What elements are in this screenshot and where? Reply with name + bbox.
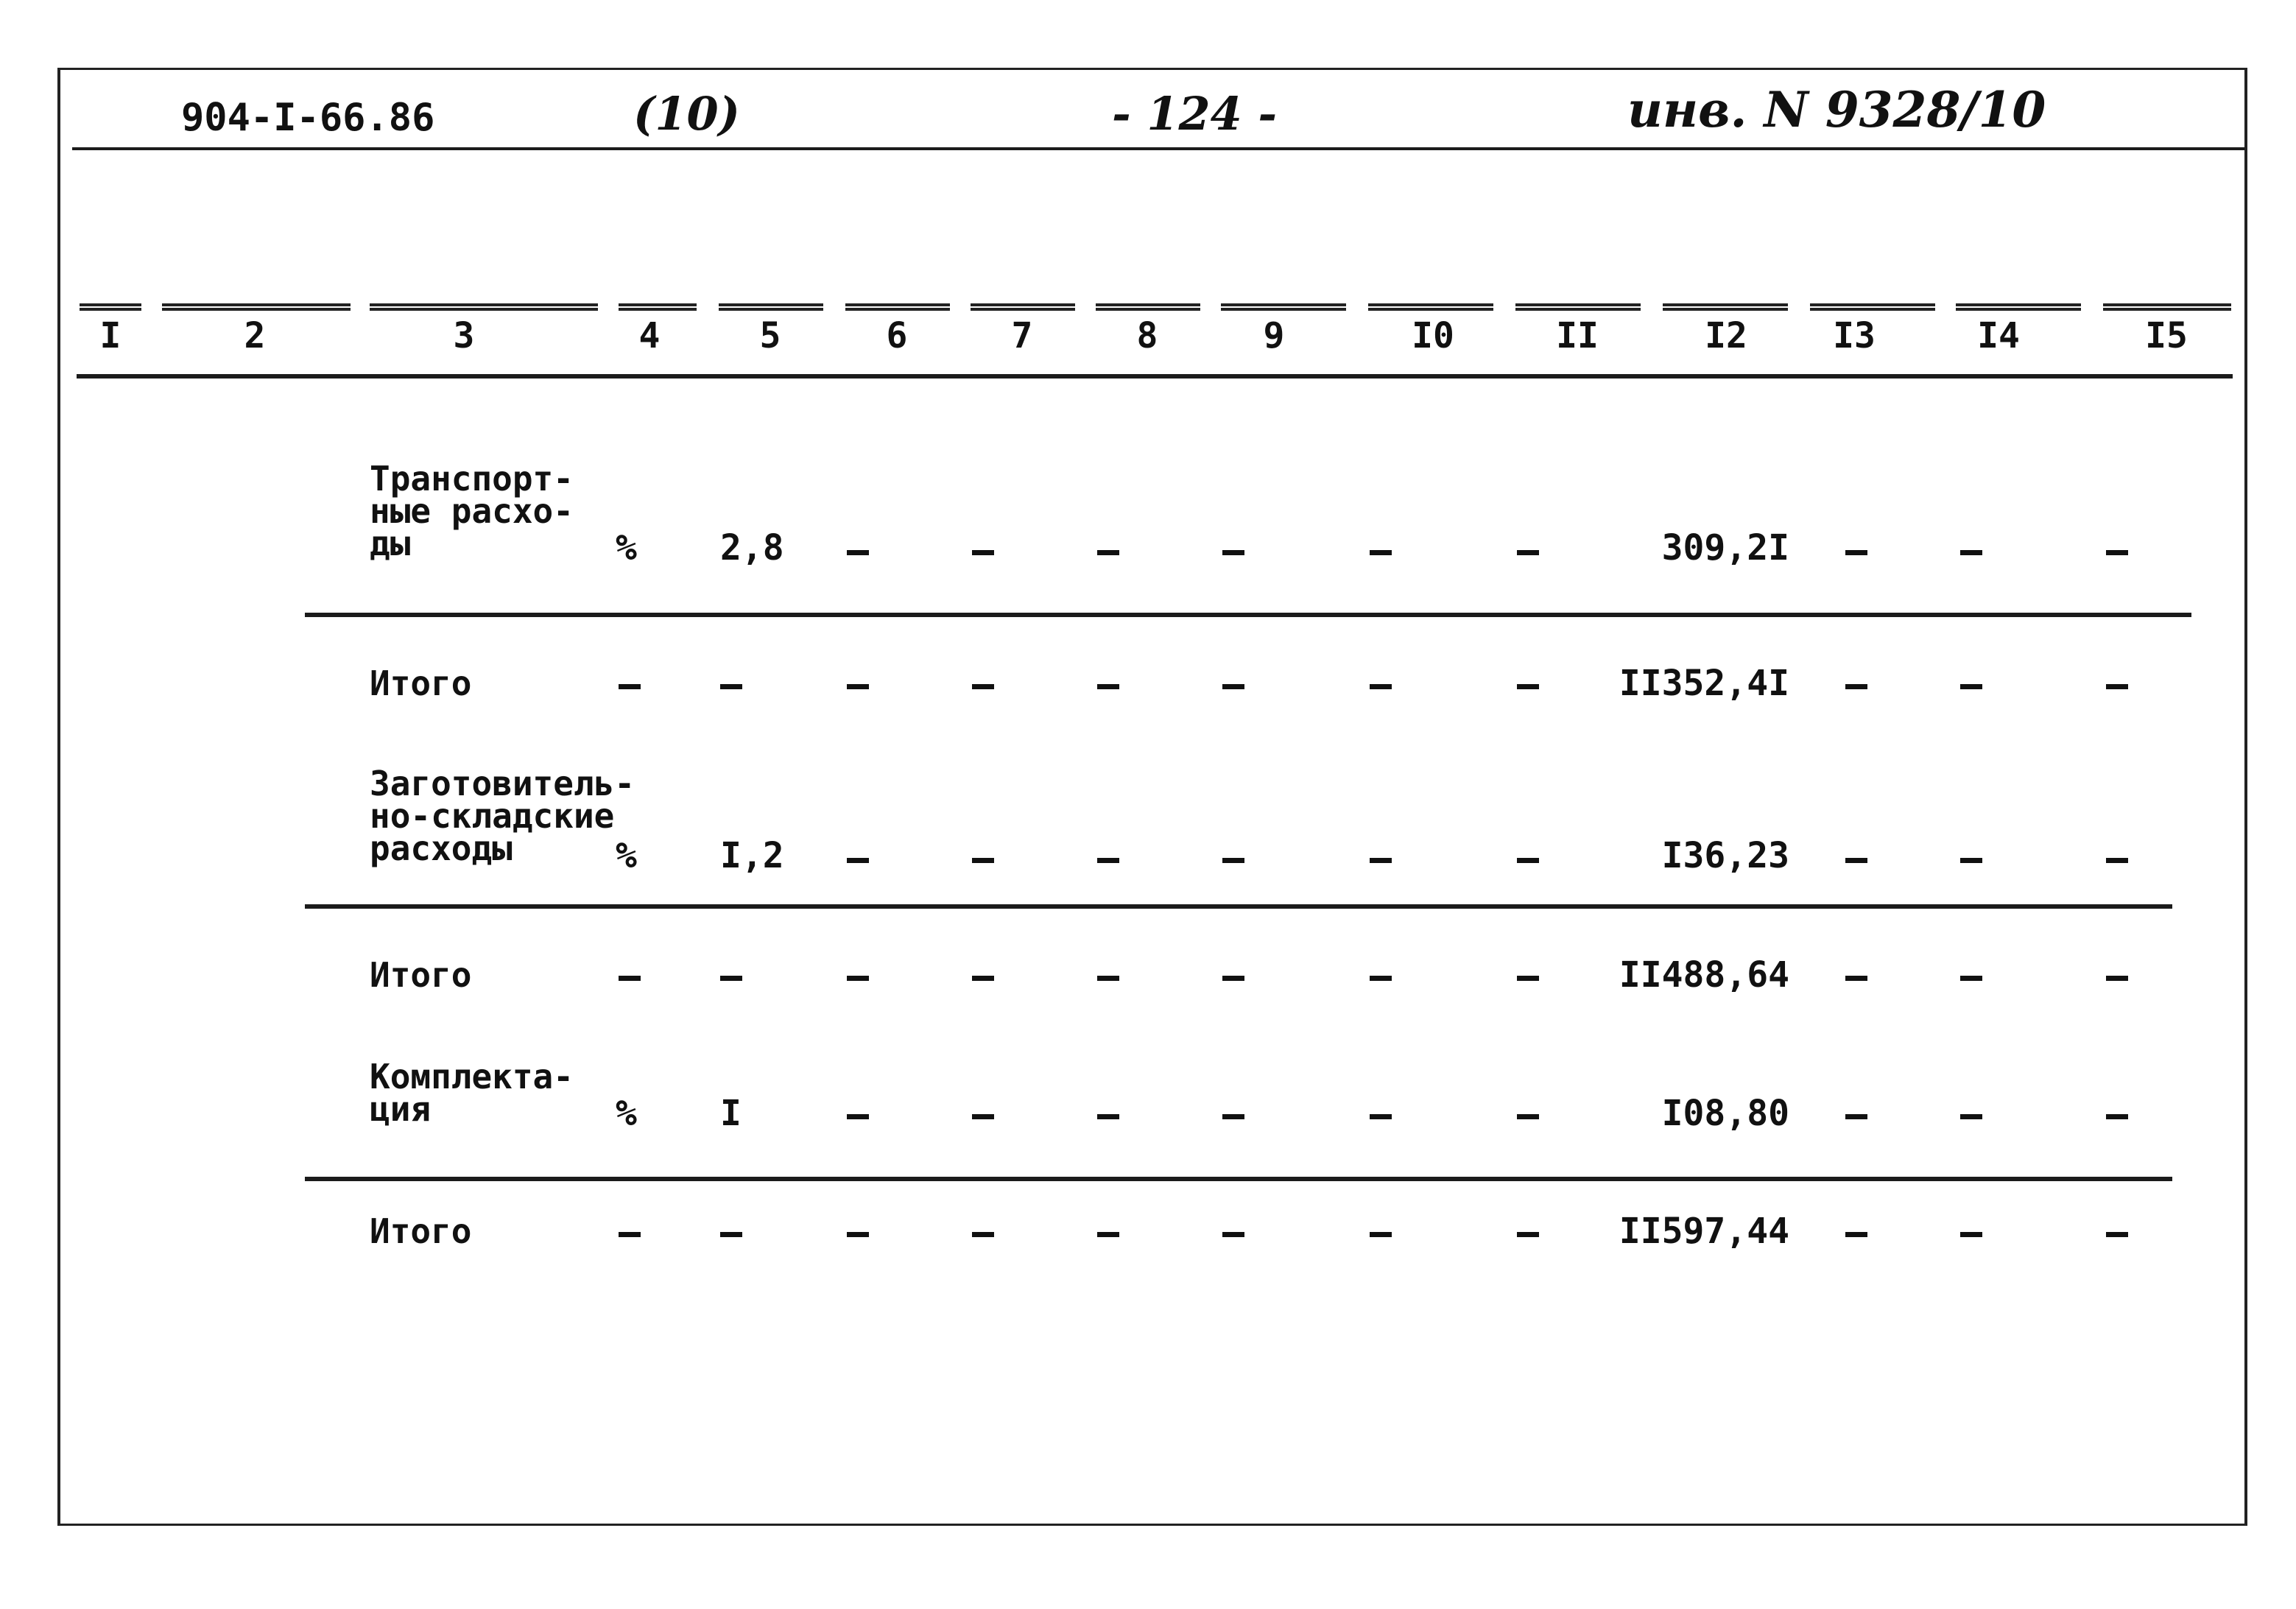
inventory-number: инв. N 9328/10 xyxy=(1627,81,2046,138)
header-rule-segment xyxy=(719,303,823,311)
dash-mark xyxy=(720,1232,742,1237)
dash-mark xyxy=(972,976,994,981)
row-total: 309,2I xyxy=(1661,527,1789,568)
column-number: 3 xyxy=(453,315,475,356)
header-rule-segment xyxy=(1221,303,1346,311)
dash-mark xyxy=(847,858,869,863)
header-rule-segment xyxy=(619,303,697,311)
dash-mark xyxy=(1960,858,1982,863)
row-label: Комплекта- ция xyxy=(370,1057,574,1129)
row-separator xyxy=(305,904,2172,909)
row-label: Итого xyxy=(370,1211,472,1251)
row-label: Итого xyxy=(370,955,472,995)
dash-mark xyxy=(619,1232,641,1237)
row-total: II597,44 xyxy=(1619,1211,1789,1252)
dash-mark xyxy=(2106,550,2128,555)
column-number: 6 xyxy=(886,315,908,356)
dash-mark xyxy=(972,1114,994,1119)
dash-mark xyxy=(1960,1114,1982,1119)
column-number: I3 xyxy=(1833,315,1876,356)
column-number: II xyxy=(1556,315,1599,356)
dash-mark xyxy=(720,976,742,981)
dash-mark xyxy=(1370,684,1392,689)
dash-mark xyxy=(619,684,641,689)
row-total: I36,23 xyxy=(1661,835,1789,876)
header-rule-segment xyxy=(1368,303,1493,311)
dash-mark xyxy=(1370,1114,1392,1119)
dash-mark xyxy=(1960,1232,1982,1237)
dash-mark xyxy=(2106,976,2128,981)
dash-mark xyxy=(2106,858,2128,863)
sheet-mark: (10) xyxy=(633,87,740,141)
dash-mark xyxy=(1845,684,1867,689)
column-number: 2 xyxy=(244,315,266,356)
dash-mark xyxy=(1960,684,1982,689)
row-label: Заготовитель- но-складские расходы xyxy=(370,764,635,868)
dash-mark xyxy=(1517,976,1539,981)
dash-mark xyxy=(1222,684,1244,689)
row-total: II352,4I xyxy=(1619,663,1789,704)
dash-mark xyxy=(1222,550,1244,555)
dash-mark xyxy=(847,1232,869,1237)
dash-mark xyxy=(1097,1232,1119,1237)
row-total: I08,80 xyxy=(1661,1093,1789,1134)
header-rule-segment xyxy=(162,303,351,311)
dash-mark xyxy=(1517,1114,1539,1119)
row-unit: % xyxy=(616,1093,637,1134)
dash-mark xyxy=(1222,976,1244,981)
row-unit: % xyxy=(616,835,637,876)
column-number: 9 xyxy=(1263,315,1285,356)
row-label: Транспорт- ные расхо- ды xyxy=(370,459,574,563)
column-number: 8 xyxy=(1136,315,1158,356)
dash-mark xyxy=(1222,1114,1244,1119)
column-number: 4 xyxy=(638,315,661,356)
dash-mark xyxy=(2106,684,2128,689)
column-number: I xyxy=(99,315,122,356)
row-separator xyxy=(305,1177,2172,1181)
dash-mark xyxy=(1517,1232,1539,1237)
column-number: 5 xyxy=(759,315,781,356)
dash-mark xyxy=(1097,976,1119,981)
dash-mark xyxy=(847,1114,869,1119)
header-rule-segment xyxy=(845,303,950,311)
dash-mark xyxy=(1222,1232,1244,1237)
page-number: - 124 - xyxy=(1112,87,1278,141)
dash-mark xyxy=(1845,858,1867,863)
column-number: I0 xyxy=(1412,315,1454,356)
header-rule-segment xyxy=(370,303,598,311)
header-rule-segment xyxy=(2103,303,2231,311)
header-rule-segment xyxy=(1663,303,1788,311)
dash-mark xyxy=(1845,1114,1867,1119)
header-rule-segment xyxy=(1810,303,1935,311)
dash-mark xyxy=(847,684,869,689)
column-number: I4 xyxy=(1977,315,2020,356)
dash-mark xyxy=(1370,858,1392,863)
row-total: II488,64 xyxy=(1619,954,1789,996)
column-number: I2 xyxy=(1705,315,1747,356)
row-unit: % xyxy=(616,527,637,568)
row-separator xyxy=(305,613,2191,617)
dash-mark xyxy=(972,858,994,863)
dash-mark xyxy=(2106,1232,2128,1237)
header-rule-segment xyxy=(1515,303,1641,311)
document-code: 904-I-66.86 xyxy=(181,96,435,140)
dash-mark xyxy=(1370,1232,1392,1237)
column-number: 7 xyxy=(1011,315,1033,356)
dash-mark xyxy=(1097,550,1119,555)
dash-mark xyxy=(720,684,742,689)
header-underline xyxy=(72,147,2244,150)
dash-mark xyxy=(1370,550,1392,555)
dash-mark xyxy=(1845,1232,1867,1237)
dash-mark xyxy=(972,550,994,555)
dash-mark xyxy=(619,976,641,981)
header-rule-segment xyxy=(1956,303,2081,311)
dash-mark xyxy=(1097,684,1119,689)
dash-mark xyxy=(1960,976,1982,981)
dash-mark xyxy=(1517,858,1539,863)
dash-mark xyxy=(847,550,869,555)
dash-mark xyxy=(2106,1114,2128,1119)
dash-mark xyxy=(1370,976,1392,981)
dash-mark xyxy=(1097,858,1119,863)
row-rate: I xyxy=(720,1093,742,1134)
header-rule-segment xyxy=(1096,303,1200,311)
column-number: I5 xyxy=(2145,315,2188,356)
dash-mark xyxy=(1960,550,1982,555)
row-label: Итого xyxy=(370,663,472,703)
dash-mark xyxy=(1845,550,1867,555)
row-rate: 2,8 xyxy=(720,527,784,568)
column-header-bottom-rule xyxy=(77,374,2233,379)
dash-mark xyxy=(1517,550,1539,555)
dash-mark xyxy=(1222,858,1244,863)
dash-mark xyxy=(972,1232,994,1237)
dash-mark xyxy=(972,684,994,689)
dash-mark xyxy=(1097,1114,1119,1119)
dash-mark xyxy=(1517,684,1539,689)
dash-mark xyxy=(847,976,869,981)
row-rate: I,2 xyxy=(720,835,784,876)
header-rule-segment xyxy=(971,303,1075,311)
header-rule-segment xyxy=(80,303,141,311)
dash-mark xyxy=(1845,976,1867,981)
